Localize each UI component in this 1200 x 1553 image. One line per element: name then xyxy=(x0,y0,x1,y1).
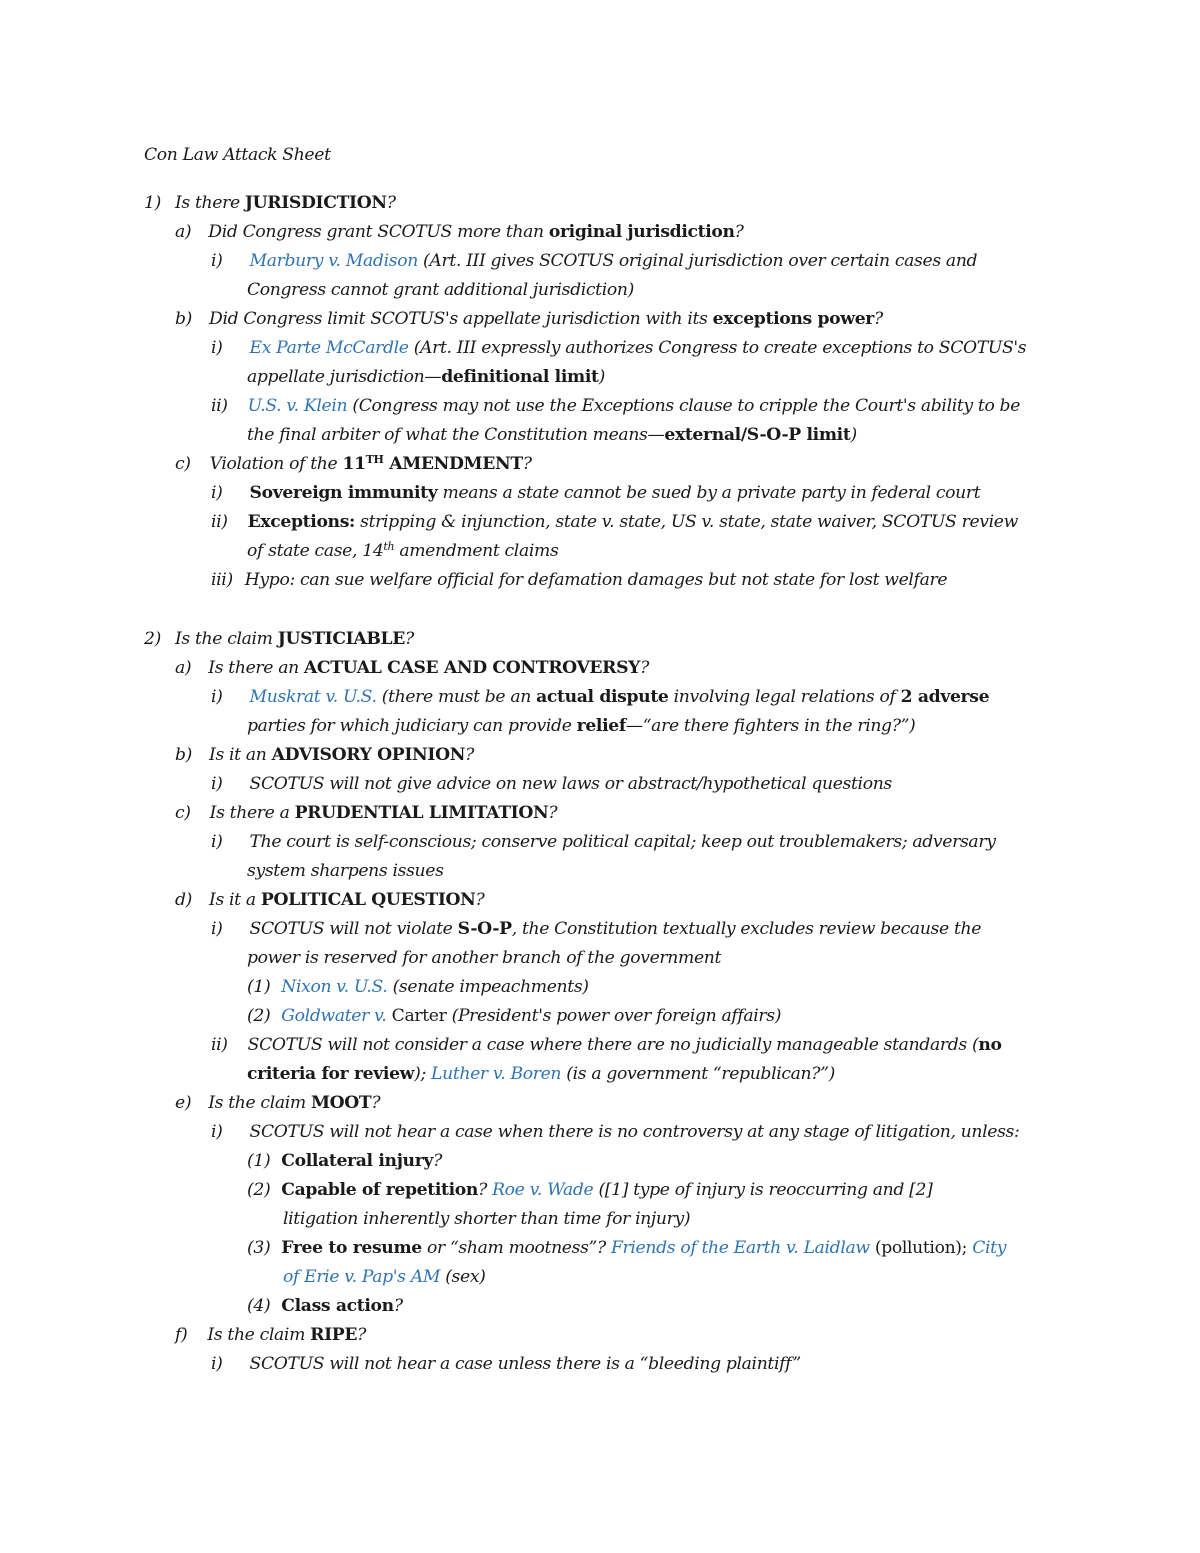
item-label: (2) xyxy=(247,1006,271,1026)
item-text-end: ? xyxy=(522,454,532,474)
item-superscript: th xyxy=(383,540,395,553)
item-text: SCOTUS will not violate xyxy=(249,919,458,939)
item-1b-i-line1 xyxy=(211,334,1026,363)
item-text-end: ? xyxy=(734,222,744,242)
item-text: (pollution); xyxy=(869,1238,973,1258)
section-2-heading-keyword: JUSTICIABLE xyxy=(277,629,405,649)
item-text-end: ? xyxy=(640,658,649,678)
section-1-heading-end: ? xyxy=(386,193,396,213)
item-label: b) xyxy=(175,745,193,765)
item-label: iii) xyxy=(211,570,233,590)
case-city-of-erie-v-paps-am-cont: of Erie v. Pap's AM xyxy=(283,1267,441,1287)
item-text: or “sham mootness”? xyxy=(421,1238,611,1258)
item-2e-i-2-line2: litigation inherently shorter than time for injury) xyxy=(283,1209,691,1229)
item-2d-i-1 xyxy=(247,973,589,1002)
item-label: i) xyxy=(211,919,223,939)
case-ex-parte-mccardle: Ex Parte McCardle xyxy=(249,338,409,358)
item-keyword: ACTUAL CASE AND CONTROVERSY xyxy=(303,658,641,678)
item-keyword: PRUDENTIAL LIMITATION xyxy=(294,803,549,823)
item-2d-i-2 xyxy=(247,1002,781,1031)
item-2a xyxy=(175,654,649,683)
item-text: (Art. III expressly authorizes Congress to create exceptions to SCOTUS's xyxy=(408,338,1027,358)
item-text-end: ? xyxy=(475,890,485,910)
item-text: (President's power over foreign affairs) xyxy=(446,1006,782,1026)
item-keyword: ADVISORY OPINION xyxy=(271,745,466,765)
item-2e-i xyxy=(211,1118,1019,1147)
item-2a-i-line2 xyxy=(247,712,915,741)
item-text-end: amendment claims xyxy=(394,541,559,561)
item-text: The court is self-conscious; conserve political capital; keep out troublemakers; adversary xyxy=(249,832,996,852)
item-text: Violation of the xyxy=(209,454,343,474)
item-keyword: no xyxy=(978,1035,1002,1055)
item-text: Hypo: can sue welfare official for defamation damages but not state for lost welfare xyxy=(244,570,948,590)
case-city-of-erie-v-paps-am: City xyxy=(972,1238,1007,1258)
item-label: a) xyxy=(175,222,192,242)
item-keyword: external/S-O-P limit xyxy=(664,425,851,445)
item-keyword: Exceptions: xyxy=(247,512,356,532)
item-keyword: original jurisdiction xyxy=(548,222,735,242)
item-text-end: ? xyxy=(465,745,474,765)
item-2f xyxy=(175,1321,366,1350)
section-1-number: 1) xyxy=(144,193,161,213)
item-text-end: ? xyxy=(393,1296,403,1316)
item-2d-i-line2: power is reserved for another branch of the government xyxy=(247,948,722,968)
item-1c-iii xyxy=(211,566,947,595)
item-1c-i xyxy=(211,479,980,508)
item-1a-i-line1 xyxy=(211,247,977,276)
case-luther-v-boren: Luther v. Boren xyxy=(431,1064,562,1084)
item-label: i) xyxy=(211,832,223,852)
case-muskrat-v-us: Muskrat v. U.S. xyxy=(249,687,377,707)
item-label: i) xyxy=(211,251,223,271)
item-2d-ii-line2 xyxy=(247,1060,835,1089)
item-1a xyxy=(175,218,744,247)
document-title: Con Law Attack Sheet xyxy=(144,145,331,165)
item-keyword: criteria for review xyxy=(247,1064,415,1084)
item-text: ? xyxy=(478,1180,493,1200)
item-text-end: ? xyxy=(357,1325,366,1345)
item-text: stripping & injunction, state v. state, US v. state, state waiver, SCOTUS review xyxy=(355,512,1018,532)
item-text-end: ? xyxy=(548,803,558,823)
item-keyword: definitional limit xyxy=(441,367,599,387)
case-roe-v-wade: Roe v. Wade xyxy=(492,1180,594,1200)
item-text: Did Congress limit SCOTUS's appellate jurisdiction with its xyxy=(209,309,713,329)
section-2-heading-end: ? xyxy=(405,629,414,649)
item-keyword: RIPE xyxy=(310,1325,358,1345)
item-2b-i xyxy=(211,770,892,799)
item-2c-i-line1 xyxy=(211,828,996,857)
item-1c-ii-line1 xyxy=(211,508,1018,537)
item-text: the final arbiter of what the Constitution means— xyxy=(247,425,665,445)
item-text: ); xyxy=(414,1064,432,1084)
item-text: means a state cannot be sued by a private party in federal court xyxy=(437,483,981,503)
item-2e-i-2-line1 xyxy=(247,1176,932,1205)
item-text: SCOTUS will not consider a case where there are no judicially manageable standards ( xyxy=(247,1035,979,1055)
item-text: (Congress may not use the Exceptions clause to cripple the Court's ability to be xyxy=(347,396,1021,416)
item-text-end: ? xyxy=(433,1151,442,1171)
item-keyword: Capable of repetition xyxy=(281,1180,479,1200)
item-text: parties for which judiciary can provide xyxy=(247,716,577,736)
item-text: Did Congress grant SCOTUS more than xyxy=(208,222,549,242)
item-keyword: S-O-P xyxy=(457,919,512,939)
section-1-heading-keyword: JURISDICTION xyxy=(244,193,387,213)
item-text: Is it an xyxy=(209,745,272,765)
section-1-heading-text: Is there xyxy=(174,193,245,213)
item-keyword: MOOT xyxy=(310,1093,372,1113)
section-1-heading xyxy=(144,189,396,218)
item-1b-i-line2 xyxy=(247,363,605,392)
item-2e-i-4 xyxy=(247,1292,403,1321)
item-2d-i-line1 xyxy=(211,915,981,944)
section-2-heading xyxy=(144,625,414,654)
item-label: (1) xyxy=(247,1151,271,1171)
item-text: (senate impeachments) xyxy=(387,977,589,997)
item-keyword: 11 xyxy=(342,454,366,474)
item-text: Is the claim xyxy=(208,1093,311,1113)
case-goldwater-v-carter: Goldwater v. xyxy=(281,1006,387,1026)
item-text: SCOTUS will not hear a case unless there is a “bleeding plaintiff” xyxy=(249,1354,801,1374)
item-2a-i-line1 xyxy=(211,683,989,712)
item-2e-i-3-line2 xyxy=(283,1263,486,1292)
item-text-end: ) xyxy=(598,367,605,387)
item-label: (3) xyxy=(247,1238,271,1258)
item-2e-i-3-line1 xyxy=(247,1234,1006,1263)
item-label: i) xyxy=(211,1122,223,1142)
item-1b-ii-line1 xyxy=(211,392,1020,421)
item-label: (4) xyxy=(247,1296,271,1316)
item-2c xyxy=(175,799,557,828)
item-text: SCOTUS will not give advice on new laws or abstract/hypothetical questions xyxy=(249,774,892,794)
item-text: of state case, 14 xyxy=(247,541,384,561)
item-label: i) xyxy=(211,687,223,707)
item-label: d) xyxy=(175,890,193,910)
item-keyword: Free to resume xyxy=(281,1238,422,1258)
item-1a-i-line2: Congress cannot grant additional jurisdiction) xyxy=(247,280,634,300)
item-2e xyxy=(175,1089,380,1118)
item-text: Is the claim xyxy=(207,1325,311,1345)
item-text: SCOTUS will not hear a case when there is no controversy at any stage of litigation, unless: xyxy=(249,1122,1020,1142)
item-text: (is a government “republican?”) xyxy=(561,1064,835,1084)
item-2c-i-line2: system sharpens issues xyxy=(247,861,444,881)
item-text: , the Constitution textually excludes review because the xyxy=(511,919,982,939)
item-keyword: Class action xyxy=(281,1296,394,1316)
item-label: ii) xyxy=(211,1035,228,1055)
item-label: b) xyxy=(175,309,193,329)
item-label: i) xyxy=(211,774,223,794)
item-2d xyxy=(175,886,484,915)
item-keyword: Collateral injury xyxy=(281,1151,434,1171)
item-2f-i xyxy=(211,1350,801,1379)
item-1c xyxy=(175,450,532,479)
case-friends-of-the-earth-v-laidlaw: Friends of the Earth v. Laidlaw xyxy=(610,1238,870,1258)
item-text: (sex) xyxy=(440,1267,486,1287)
case-us-v-klein: U.S. v. Klein xyxy=(247,396,348,416)
item-keyword: exceptions power xyxy=(712,309,874,329)
section-2-number: 2) xyxy=(144,629,161,649)
item-text-end: —“are there fighters in the ring?”) xyxy=(625,716,916,736)
item-label: ii) xyxy=(211,396,228,416)
item-keyword: POLITICAL QUESTION xyxy=(260,890,476,910)
item-2d-ii-line1 xyxy=(211,1031,1002,1060)
item-label: a) xyxy=(175,658,192,678)
case-party-carter: Carter xyxy=(386,1006,447,1026)
item-label: e) xyxy=(175,1093,192,1113)
item-label: f) xyxy=(175,1325,188,1345)
item-text: (Art. III gives SCOTUS original jurisdiction over certain cases and xyxy=(417,251,978,271)
case-marbury-v-madison: Marbury v. Madison xyxy=(249,251,418,271)
item-1c-ii-line2 xyxy=(247,537,558,566)
item-2b xyxy=(175,741,474,770)
item-keyword: 2 adverse xyxy=(900,687,990,707)
item-keyword: relief xyxy=(576,716,626,736)
item-label: (1) xyxy=(247,977,271,997)
item-text: involving legal relations of xyxy=(668,687,901,707)
item-keyword: actual dispute xyxy=(536,687,669,707)
item-text: Is there an xyxy=(208,658,304,678)
item-text-end: ? xyxy=(371,1093,381,1113)
item-text-end: ) xyxy=(850,425,857,445)
item-2e-i-1 xyxy=(247,1147,442,1176)
item-1b-ii-line2 xyxy=(247,421,857,450)
item-keyword: AMENDMENT xyxy=(383,454,523,474)
item-text: appellate jurisdiction— xyxy=(247,367,442,387)
item-keyword: Sovereign immunity xyxy=(249,483,438,503)
item-label: i) xyxy=(211,338,223,358)
item-superscript: TH xyxy=(365,453,384,466)
item-1b xyxy=(175,305,883,334)
item-label: ii) xyxy=(211,512,228,532)
item-text: Is there a xyxy=(209,803,295,823)
item-label: i) xyxy=(211,483,223,503)
section-2-heading-text: Is the claim xyxy=(174,629,278,649)
item-label: c) xyxy=(175,803,191,823)
item-text: ([1] type of injury is reoccurring and [2] xyxy=(593,1180,933,1200)
item-label: (2) xyxy=(247,1180,271,1200)
case-nixon-v-us: Nixon v. U.S. xyxy=(281,977,388,997)
item-label: c) xyxy=(175,454,191,474)
item-text: (there must be an xyxy=(376,687,537,707)
item-text-end: ? xyxy=(873,309,883,329)
item-text: Is it a xyxy=(209,890,261,910)
item-label: i) xyxy=(211,1354,223,1374)
